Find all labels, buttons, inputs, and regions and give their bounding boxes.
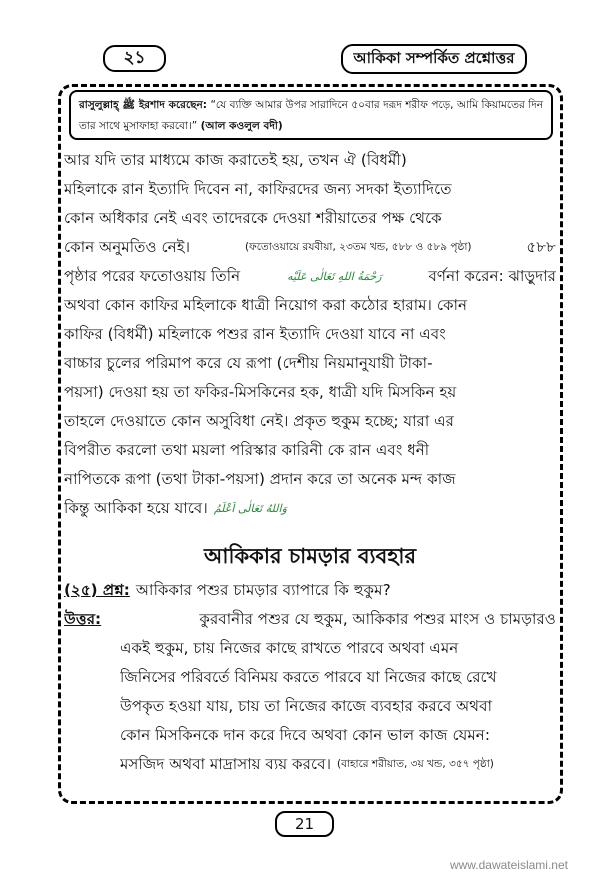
body-line: অথবা কোন কাফির মহিলাকে ধাত্রী নিয়োগ করা কঠোর হারাম। কোন bbox=[64, 296, 468, 314]
body-line bbox=[64, 233, 556, 262]
page-number-top-text: ২১ bbox=[123, 47, 146, 68]
site-url: www.dawateislami.net bbox=[449, 858, 568, 872]
answer-line: একই হুকুম, চায় নিজের কাছে রাখতে পারবে অথবা এমন bbox=[120, 639, 459, 657]
body-line: বাচ্চার চুলের পরিমাপ করে যে রূপা (দেশীয় নিয়মানুযায়ী টাকা- bbox=[64, 354, 433, 372]
body-line-text: পৃষ্ঠার পরের ফতোওয়ায় তিনি bbox=[64, 267, 241, 285]
body-line: নাপিতকে রূপা (তথা টাকা-পয়সা) প্রদান করে তা অনেক মন্দ কাজ bbox=[64, 470, 456, 488]
body-line bbox=[64, 262, 556, 291]
arabic-honorific: رَحْمَةُ اللهِ تَعَالٰى عَلَيْه bbox=[287, 270, 382, 283]
hadith-box bbox=[69, 90, 553, 140]
answer-text: মসজিদ অথবা মাদ্রাসায় ব্যয় করবে। bbox=[120, 755, 332, 773]
question-label: (২৫) প্রশ্ন: bbox=[64, 581, 130, 599]
question-line bbox=[64, 576, 556, 605]
body-line: মহিলাকে রান ইত্যাদি দিবেন না, কাফিরদের জন্য সদকা ইত্যাদিতে bbox=[64, 180, 452, 198]
body-line: কোন অধিকার নেই এবং তাদেরকে দেওয়া শরীয়াতের পক্ষ থেকে bbox=[64, 209, 442, 227]
page-number-bottom-text: 21 bbox=[294, 815, 315, 833]
body-line-text: কিন্তু আকিকা হয়ে যাবে। bbox=[64, 499, 208, 517]
reference-text: (ফতোওয়ায়ে রযবীয়া, ২৩তম খন্ড, ৫৮৮ ও ৫৮৯ পৃষ্ঠা) bbox=[244, 241, 472, 253]
arabic-closing: وَاللهُ تَعَالٰى اَعْلَمُ bbox=[213, 502, 287, 515]
section-heading: আকিকার চামড়ার ব্যবহার bbox=[203, 544, 416, 568]
body-line-text: কোন অনুমতিও নেই। bbox=[64, 238, 191, 256]
body-line: কাফির (বিধর্মী) মহিলাকে পশুর রান ইত্যাদি দেওয়া যাবে না এবং bbox=[64, 325, 446, 343]
body-line-text: বর্ণনা করেন: ঝাড়ুদার bbox=[428, 267, 556, 285]
hadith-speaker: রাসুলুল্লাহ্ ﷺ ইরশাদ করেছেন: bbox=[79, 99, 208, 111]
body-line bbox=[64, 494, 556, 523]
body-line: বিপরীত করলো তথা ময়লা পরিস্কার কারিনী কে রান এবং ধনী bbox=[64, 441, 430, 459]
answer-line: উপকৃত হওয়া যায়, চায় তা নিজের কাজে ব্যবহার করবে অথবা bbox=[120, 697, 492, 715]
body-line: তাহলে দেওয়াতে কোন অসুবিধা নেই। প্রকৃত হুকুম হচ্ছে; যারা এর bbox=[64, 412, 455, 430]
body-line-tail: ৫৮৮ bbox=[526, 238, 556, 256]
answer-line bbox=[120, 750, 556, 779]
answer-line: জিনিসের পরিবর্তে বিনিময় করতে পারবে যা নিজের কাছে রেখে bbox=[120, 668, 497, 686]
page-number-bottom bbox=[275, 811, 334, 837]
answer-label: উত্তর: bbox=[64, 610, 102, 628]
chapter-title bbox=[341, 44, 527, 74]
reference-text: (বাহারে শরীয়াত, ৩য় খন্ড, ৩৫৭ পৃষ্ঠা) bbox=[337, 758, 494, 770]
chapter-title-text: আকিকা সম্পর্কিত প্রশ্নোত্তর bbox=[353, 48, 515, 67]
answer-text: কুরবানীর পশুর যে হুকুম, আকিকার পশুর মাংস ও চামড়ারও bbox=[199, 610, 556, 628]
body-line: আর যদি তার মাধ্যমে কাজ করাতেই হয়, তখন ঐ (বিধর্মী) bbox=[64, 151, 407, 169]
hadith-source: (আল কওলুল বদী) bbox=[200, 120, 283, 132]
page-number-top bbox=[103, 45, 166, 72]
body-line: পয়সা) দেওয়া হয় তা ফকির-মিসকিনের হক, ধাত্রী যদি মিসকিন হয় bbox=[64, 383, 457, 401]
question-text: আকিকার পশুর চামড়ার ব্যাপারে কি হুকুম? bbox=[135, 581, 391, 599]
answer-line bbox=[64, 605, 556, 634]
hadith-text: “যে ব্যক্তি আমার উপর সারাদিনে ৫০বার দরূদ শরীফ পড়ে, আমি কিয়ামতের দিন তার সাথে মুসাফাহা করবো।” bbox=[79, 99, 543, 132]
answer-line: কোন মিসকিনকে দান করে দিবে অথবা কোন ভাল কাজ যেমন: bbox=[120, 726, 490, 744]
